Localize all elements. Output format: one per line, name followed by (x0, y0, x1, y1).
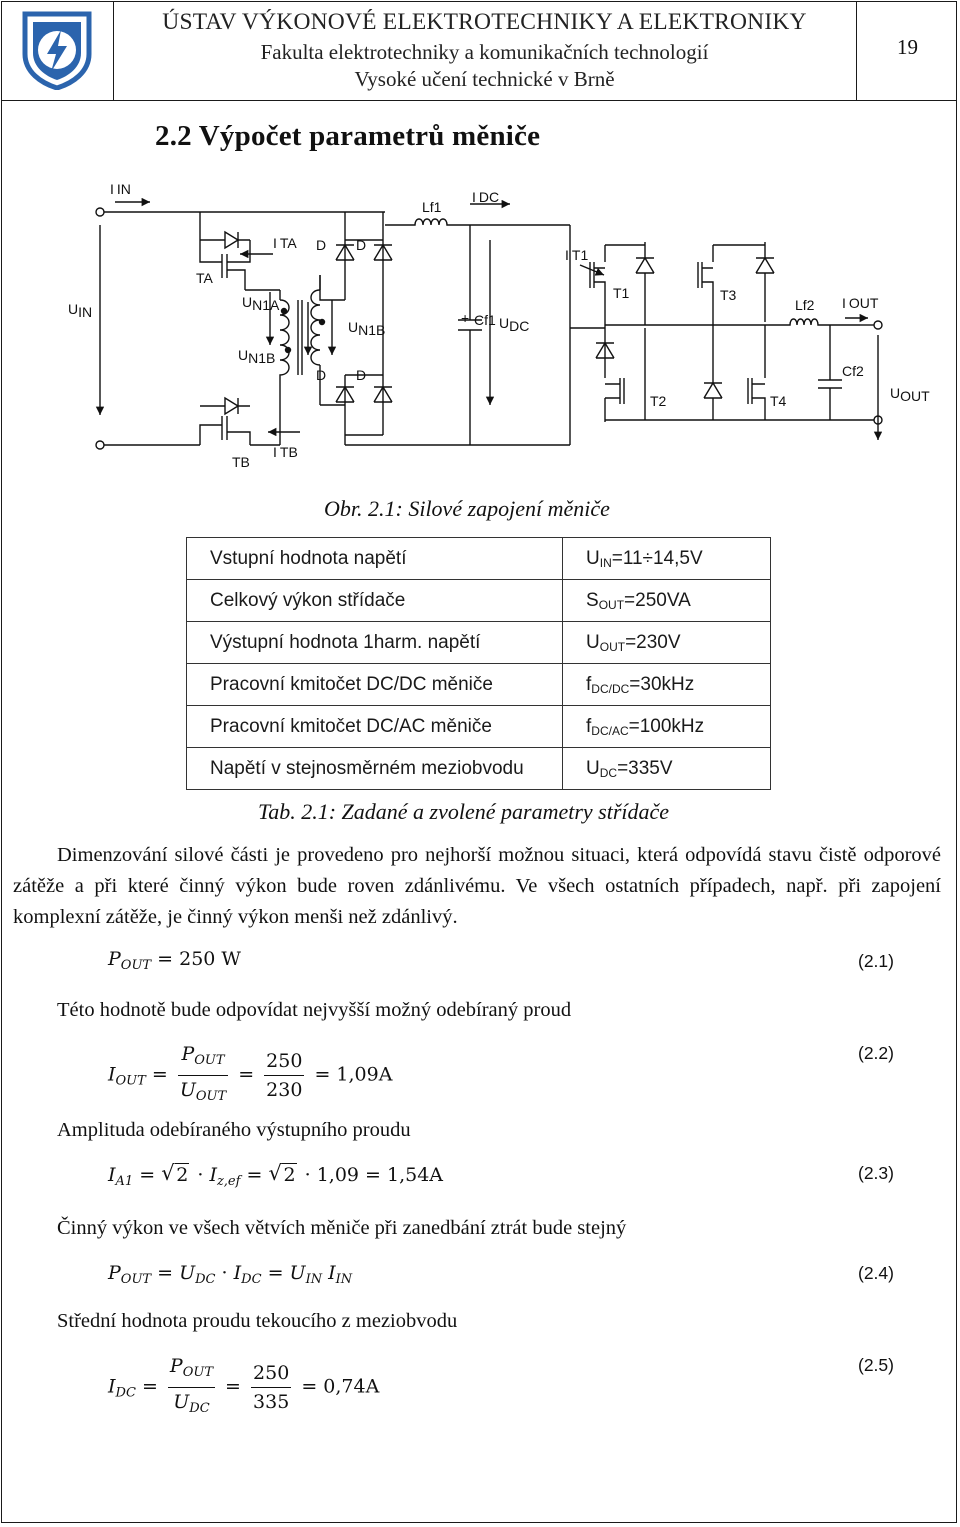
transistor-t3 (698, 245, 765, 325)
label-d-1: D (316, 237, 327, 253)
param-label: Pracovní kmitočet DC/DC měniče (187, 664, 563, 706)
section-title: 2.2 Výpočet parametrů měniče (155, 120, 541, 152)
table-row (187, 748, 771, 790)
label-i-tb: I TB (273, 444, 298, 460)
param-value: $U_{IN}=11\div 14,5V$ (563, 538, 771, 580)
label-u-out: UOUT (890, 385, 930, 404)
label-tb: TB (232, 454, 250, 470)
table-row (187, 706, 771, 748)
table-row (187, 664, 771, 706)
capacitor-cf1 (458, 315, 482, 445)
input-terminal-bottom (96, 441, 104, 449)
label-t1: T1 (613, 285, 630, 301)
text-line: Činný výkon ve všech větvích měniče při zanedbání ztrát bude stejný (57, 1217, 627, 1239)
label-cf2: Cf2 (842, 363, 864, 379)
table-caption: Tab. 2.1: Zadané a zvolené parametry střídače (258, 799, 670, 824)
label-i-in: I IN (110, 181, 131, 197)
tb-diode (200, 398, 250, 414)
parameter-table (186, 537, 771, 790)
university-name: Vysoké učení technické v Brně (354, 67, 615, 91)
converter-circuit-diagram (0, 170, 960, 500)
param-value: $U_{OUT}=230V$ (563, 622, 771, 664)
faculty-name: Fakulta elektrotechniky a komunikačních technologií (260, 40, 709, 64)
table-row (187, 622, 771, 664)
equation-number: (2.3) (858, 1163, 894, 1183)
param-label: Pracovní kmitočet DC/AC měniče (187, 706, 563, 748)
input-terminal-top (96, 208, 104, 216)
ta-diode (200, 232, 250, 248)
text-line: Střední hodnota proudu tekoucího z meziobvodu (57, 1310, 458, 1332)
transistor-t2 (605, 328, 624, 420)
label-u-n1a: UN1A (242, 294, 280, 313)
label-i-t1: I T1 (565, 247, 589, 263)
label-cf1: Cf1 (474, 312, 496, 328)
param-label: Celkový výkon střídače (187, 580, 563, 622)
label-u-dc: UDC (499, 315, 530, 334)
diode-t3 (756, 242, 774, 322)
transformer-secondary (311, 290, 320, 365)
label-lf2: Lf2 (795, 297, 815, 313)
label-d-2: D (356, 237, 367, 253)
label-ta: TA (196, 270, 213, 286)
equation-number: (2.1) (858, 951, 894, 971)
equation-2-4: $P_{OUT} = U_{DC} \cdot I_{DC} = U_{IN}$ $I_{IN}$ (108, 1262, 353, 1287)
label-i-out: I OUT (842, 295, 879, 311)
capacitor-cf2 (818, 380, 842, 420)
text-line: Amplituda odebíraného výstupního proudu (57, 1119, 411, 1141)
label-u-n1b-right: UN1B (348, 319, 386, 338)
label-t2: T2 (650, 393, 667, 409)
equation-2-2: $I_{OUT}$ = $\frac{P_{OUT}}{U_{OUT}}$ = $\frac{250}{230}$ = 1,09A (108, 1040, 392, 1111)
transistor-tb (200, 416, 250, 445)
equation-2-5: $I_{DC}$ = $\frac{P_{OUT}}{U_{DC}}$ = $\frac{250}{335}$ = 0,74A (108, 1352, 379, 1423)
label-i-dc: I DC (472, 189, 500, 205)
rectifier-bridge-bottom (320, 375, 383, 435)
label-lf1: Lf1 (422, 199, 442, 215)
param-label: Výstupní hodnota 1harm. napětí (187, 622, 563, 664)
equation-number: (2.4) (858, 1263, 894, 1283)
label-d-3: D (316, 367, 327, 383)
paragraph-text: Dimenzování silové části je provedeno pro nejhorší možnou situaci, která odpovídá stavu čistě odporové zátěže a při které činný výkon bude roven zdánlivému. Ve všech ostatních případech, např. při zapojení komplexní zátěže, je činný výkon menši než zdánlivý. (13, 844, 941, 928)
label-t3: T3 (720, 287, 737, 303)
label-t4: T4 (770, 393, 787, 409)
transistor-t4 (748, 325, 765, 420)
param-value: $S_{OUT}=250VA$ (563, 580, 771, 622)
diode-t4 (704, 325, 722, 420)
faculty-logo (1, 1, 114, 100)
page-number: 19 (897, 35, 918, 59)
diode-t1 (636, 242, 654, 325)
label-cf1-plus: + (461, 310, 470, 326)
table-row (187, 538, 771, 580)
param-value: $f_{DC/AC}=100kHz$ (563, 706, 771, 748)
institute-name: ÚSTAV VÝKONOVÉ ELEKTROTECHNIKY A ELEKTRONIKY (162, 9, 807, 35)
label-i-ta: I TA (273, 235, 297, 251)
body-paragraph (13, 840, 941, 933)
equation-2-3: $I_{A1}$ = √ $2 \cdot I_{z,ef}$ = √ 2 · 1,09 = 1,54A (108, 1164, 443, 1189)
inductor-lf1 (385, 219, 470, 225)
equation-number: (2.2) (858, 1043, 894, 1063)
equation-2-1: $P_{OUT} = 250$ W (108, 948, 241, 973)
institute-heading (114, 1, 855, 100)
param-label: Napětí v stejnosměrném meziobvodu (187, 748, 563, 790)
inductor-lf2 (765, 319, 860, 325)
figure-caption: Obr. 2.1: Silové zapojení měniče (324, 496, 610, 521)
lightning-shield-icon (19, 10, 95, 90)
param-label: Vstupní hodnota napětí (187, 538, 563, 580)
output-terminal-top (874, 321, 882, 329)
param-value: $f_{DC/DC}=30kHz$ (563, 664, 771, 706)
equation-number: (2.5) (858, 1355, 894, 1375)
table-row (187, 580, 771, 622)
param-value: $U_{DC}=335V$ (563, 748, 771, 790)
label-u-in: UIN (68, 301, 93, 320)
page-header (1, 1, 957, 101)
label-d-4: D (356, 367, 367, 383)
text-line: Této hodnotě bude odpovídat nejvyšší možný odebíraný proud (57, 999, 572, 1021)
page-number-cell (856, 1, 958, 100)
label-u-n1b-left: UN1B (238, 347, 276, 366)
